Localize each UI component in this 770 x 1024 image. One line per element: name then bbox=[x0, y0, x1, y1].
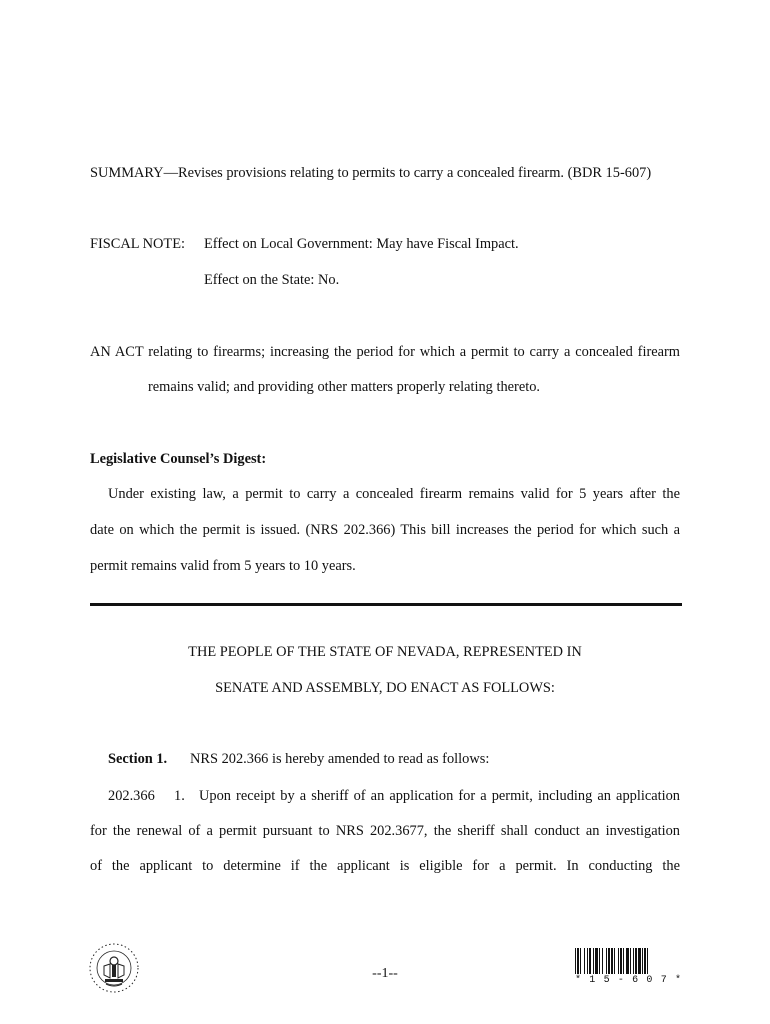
enacting-line-2: SENATE AND ASSEMBLY, DO ENACT AS FOLLOWS: bbox=[215, 680, 555, 696]
barcode-text: * 1 5 - 6 0 7 * bbox=[575, 975, 681, 986]
nrs-line-1: Upon receipt by a sheriff of an application for a permit, including an application bbox=[199, 788, 680, 804]
state-seal-icon bbox=[88, 942, 140, 994]
act-line-2: remains valid; and providing other matters properly relating thereto. bbox=[148, 379, 541, 395]
digest-line-1: Under existing law, a permit to carry a concealed firearm remains valid for 5 years after the bbox=[108, 486, 680, 502]
section-text: NRS 202.366 is hereby amended to read as follows: bbox=[190, 751, 490, 767]
digest-line-3: permit remains valid from 5 years to 10 years. bbox=[90, 558, 356, 574]
digest-line-2: date on which the permit is issued. (NRS 202.366) This bill increases the period for which such a bbox=[90, 522, 680, 538]
barcode-icon bbox=[575, 948, 681, 974]
nrs-line-2: for the renewal of a permit pursuant to NRS 202.3677, the sheriff shall conduct an investigation bbox=[90, 823, 680, 839]
act-line-1: AN ACT relating to firearms; increasing the period for which a permit to carry a concealed firearm bbox=[90, 344, 680, 360]
nrs-line-3: of the applicant to determine if the applicant is eligible for a permit. In conducting the bbox=[90, 858, 680, 874]
horizontal-rule bbox=[90, 603, 682, 606]
page-number: --1-- bbox=[372, 966, 398, 981]
summary-line: SUMMARY—Revises provisions relating to permits to carry a concealed firearm. (BDR 15-607) bbox=[90, 165, 652, 181]
fiscal-note-local: Effect on Local Government: May have Fiscal Impact. bbox=[204, 236, 519, 252]
nrs-subsection: 1. bbox=[174, 788, 185, 804]
fiscal-note-state: Effect on the State: No. bbox=[204, 272, 340, 288]
enacting-line-1: THE PEOPLE OF THE STATE OF NEVADA, REPRESENTED IN bbox=[188, 644, 582, 660]
section-label: Section 1. bbox=[108, 751, 168, 767]
digest-heading: Legislative Counsel’s Digest: bbox=[90, 451, 267, 467]
nrs-number: 202.366 bbox=[108, 788, 155, 804]
fiscal-note-label: FISCAL NOTE: bbox=[90, 236, 186, 252]
